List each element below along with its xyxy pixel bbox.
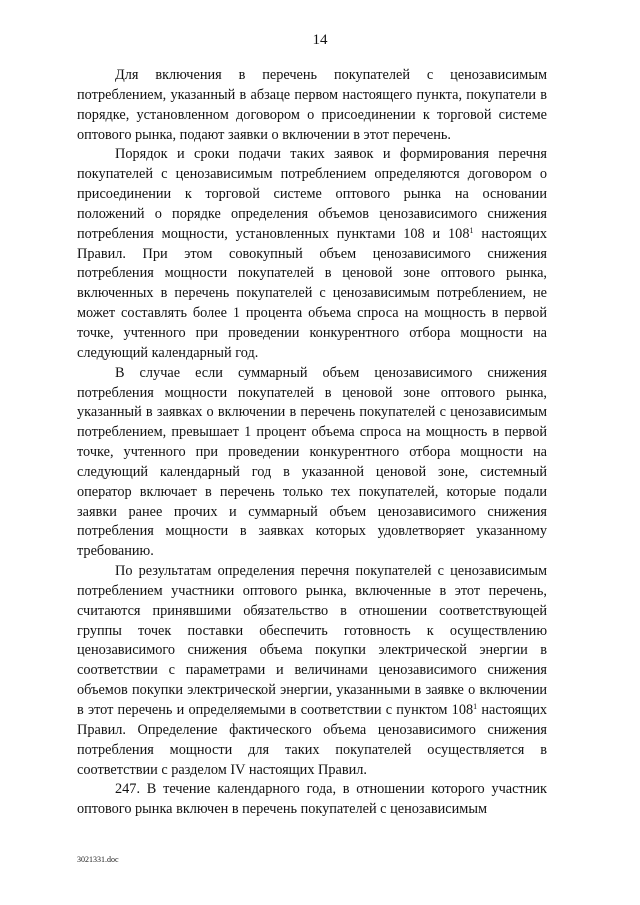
paragraph-inclusion-application: Для включения в перечень покупателей с ценозависимым потреблением, указанный в абзаце первом настоящего пункта, покупатели в порядке, установленном договором о присоединении к торговой системе оптового рынка, подают заявки о включении в этот перечень. — [77, 67, 547, 143]
superscript-index: 1 — [469, 225, 474, 235]
paragraph-text: По результатам определения перечня покупателей с ценозависимым потреблением участники оптового рынка, включенные в этот перечень, считаются принявшими обязательство в отношении соответствующей группы точек поставки обеспечить готовность к осуществлению ценозависимого снижения объема покупки электрической энергии в соответствии с параметрами и величинами ценозависимого снижения объемов покупки электрической энергии, указанными в заявке о включении в этот перечень и определяемыми в соответствии с пунктом 108 — [77, 563, 547, 718]
superscript-index: 1 — [473, 702, 478, 711]
paragraph-text: настоящих Правил. Определение фактического объема ценозависимого снижения потребления мощности для таких покупателей осуществляется в соответствии с разделом IV настоящих Правил. — [77, 702, 547, 778]
page-number: 14 — [312, 32, 328, 48]
paragraph-text: Порядок и сроки подачи таких заявок и формирования перечня покупателей с ценозависимым потреблением определяются договором о присоединении к торговой системе оптового рынка на основании положений о порядке определения объемов ценозависимого снижения потребления мощности, установленных пунктами 108 и 108 — [77, 146, 547, 242]
paragraph-volume-exceeded: В случае если суммарный объем ценозависимого снижения потребления мощности покупателей в ценовой зоне оптового рынка, указанный в заявках о включении в перечень покупателей с ценозависимым потреблением, превышает 1 процент объема спроса на мощность в первой точке, учтенного при проведении конкурентного отбора мощности на следующий календарный год в указанной ценовой зоне, системный оператор включает в перечень только тех покупателей, которые подали заявки ранее прочих и суммарный объем ценозависимого снижения потребления мощности в заявках которых удовлетворяет указанному требованию. — [77, 364, 547, 560]
paragraph-text: настоящих Правил. При этом совокупный объем ценозависимого снижения потребления мощности покупателей в ценовой зоне оптового рынка, включенных в перечень покупателей с ценозависимым потреблением, не может составлять более 1 процента объема спроса на мощность в первой точке, учтенного при проведении конкурентного отбора мощности на следующий календарный год. — [77, 225, 547, 361]
paragraph-application-procedure — [77, 145, 547, 363]
document-body — [77, 66, 547, 820]
paragraph-item-247: 247. В течение календарного года, в отношении которого участник оптового рынка включен в перечень покупателей с ценозависимым — [77, 781, 547, 818]
footer-filename: 3021331.doc — [77, 855, 119, 864]
paragraph-obligations — [77, 562, 547, 780]
